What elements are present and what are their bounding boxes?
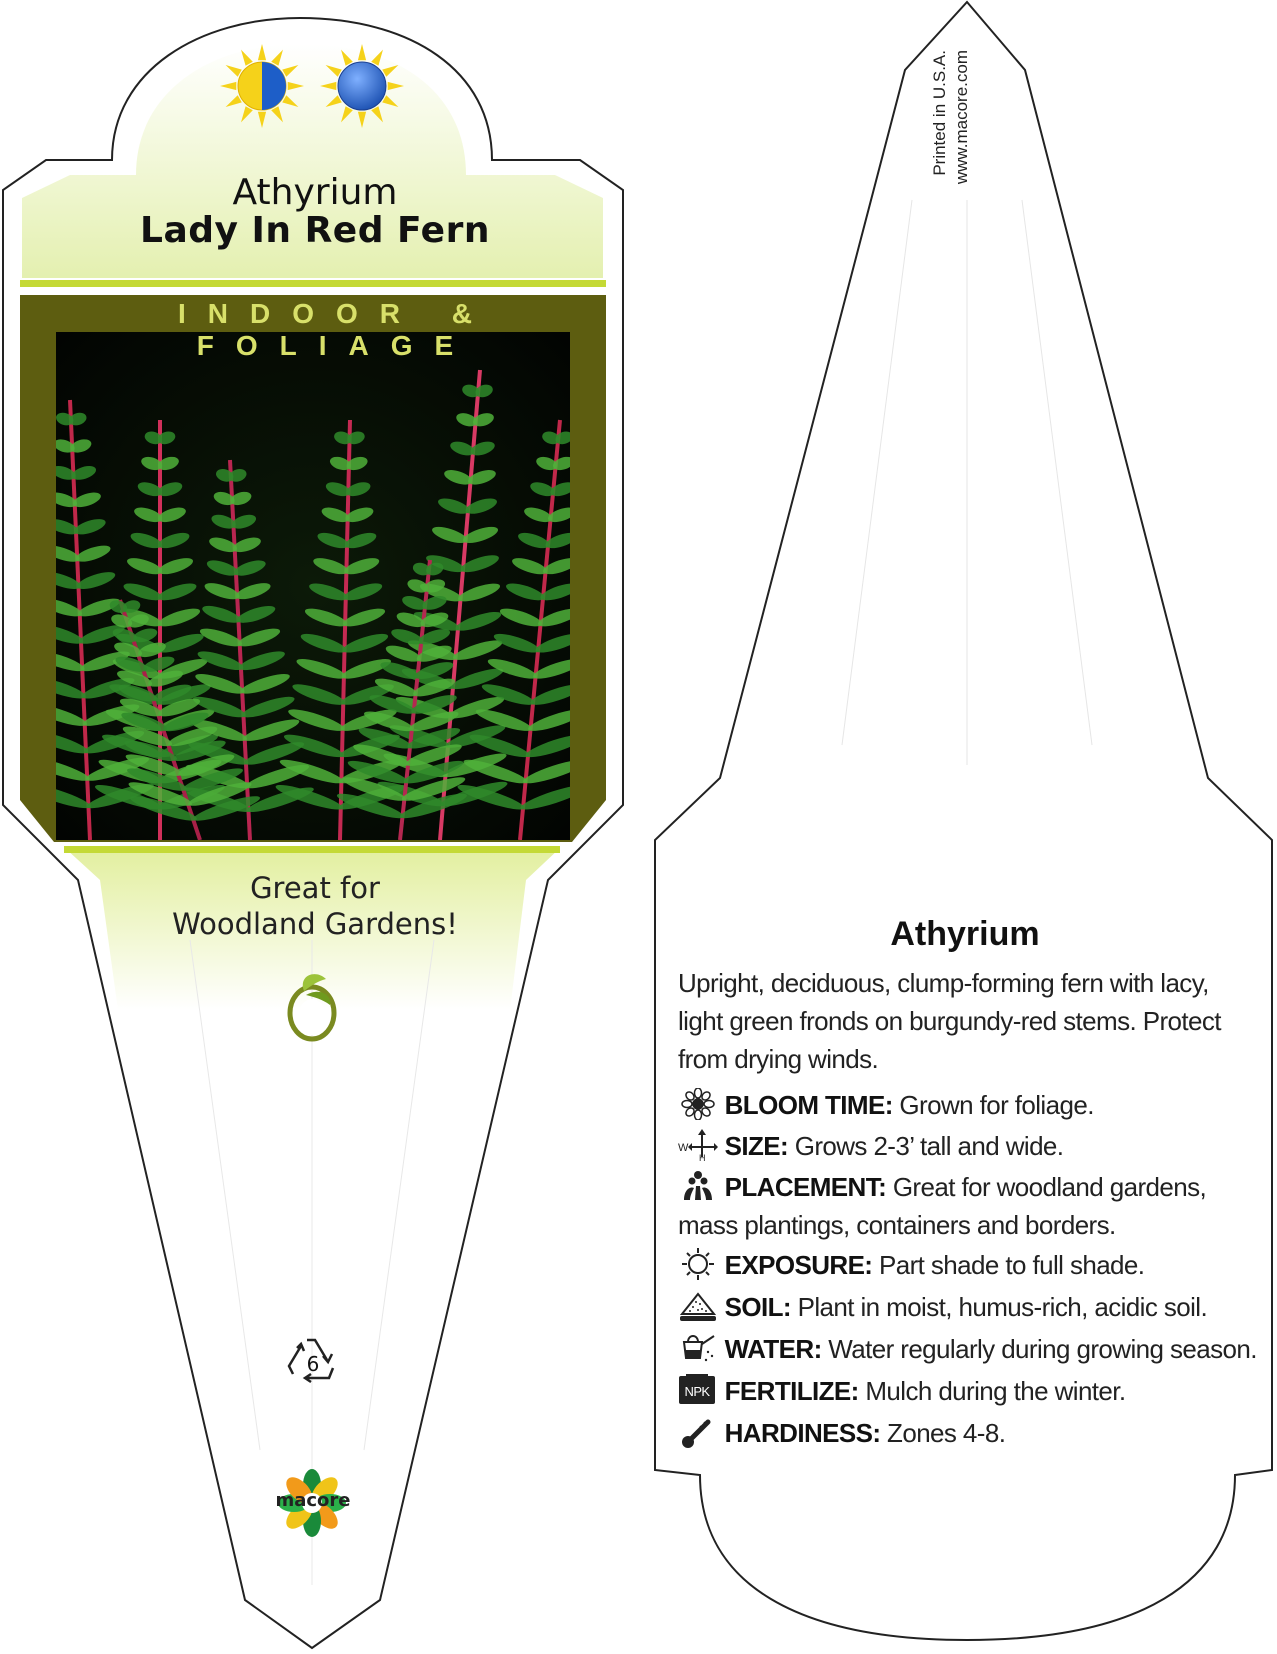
info-size [678,1127,1268,1165]
fertilize-text: Mulch during the winter. [865,1376,1126,1406]
hardiness-label: HARDINESS: [724,1418,881,1448]
exposure-text: Part shade to full shade. [879,1250,1145,1280]
soil-pile-icon [678,1290,718,1322]
description: Upright, deciduous, clump-forming fern with lacy, light green fronds on burgundy-red stems. Protect from drying winds. [678,968,1221,1074]
info-fertilize [678,1372,1268,1410]
tagline [120,870,510,942]
bloom-time-text: Grown for foliage. [899,1090,1094,1120]
watering-can-icon [678,1332,718,1364]
website: www.macore.com [952,50,971,185]
thermometer-icon [678,1416,718,1448]
placement-label: PLACEMENT: [724,1172,887,1202]
info-hardiness [678,1414,1268,1452]
info-exposure [678,1246,1268,1284]
lime-stripe-bottom [64,846,560,853]
svg-text:NPK: NPK [684,1384,710,1399]
size-arrows-icon [678,1129,718,1161]
water-label: WATER: [724,1334,822,1364]
tagline-line-2: Woodland Gardens! [172,907,458,941]
info-soil [678,1288,1268,1326]
svg-text:W: W [678,1142,688,1154]
lime-stripe-top [20,280,606,287]
info-water [678,1330,1268,1368]
info-placement [678,1168,1268,1244]
sun-outline-icon [678,1248,718,1280]
printing-info [930,50,970,220]
category-label: INDOOR & FOLIAGE [178,298,494,361]
plant-genus: Athyrium [232,172,398,213]
placement-text: Great for woodland gardens, mass plantings, containers and borders. [678,1172,1207,1240]
info-bloom-time [678,1086,1268,1124]
tagline-line-1: Great for [250,871,380,905]
svg-text:H: H [699,1153,705,1161]
flower-icon [678,1088,718,1120]
back-title: Athyrium [890,915,1040,953]
water-text: Water regularly during growing season. [828,1334,1257,1364]
size-label: SIZE: [724,1131,789,1161]
soil-text: Plant in moist, humus-rich, acidic soil. [797,1292,1208,1322]
recycle-number: 6 [306,1352,320,1376]
plant-common-name: Lady In Red Fern [140,210,490,251]
hardiness-text: Zones 4-8. [887,1418,1006,1448]
size-text: Grows 2-3’ tall and wide. [794,1131,1064,1161]
plants-group-icon [678,1170,718,1202]
fern-photo [22,332,589,840]
printed-in: Printed in U.S.A. [930,50,949,176]
bloom-time-label: BLOOM TIME: [724,1090,893,1120]
npk-icon [678,1374,718,1406]
fertilize-label: FERTILIZE: [724,1376,859,1406]
exposure-label: EXPOSURE: [724,1250,873,1280]
soil-label: SOIL: [724,1292,791,1322]
brand-name: macore [275,1490,351,1511]
